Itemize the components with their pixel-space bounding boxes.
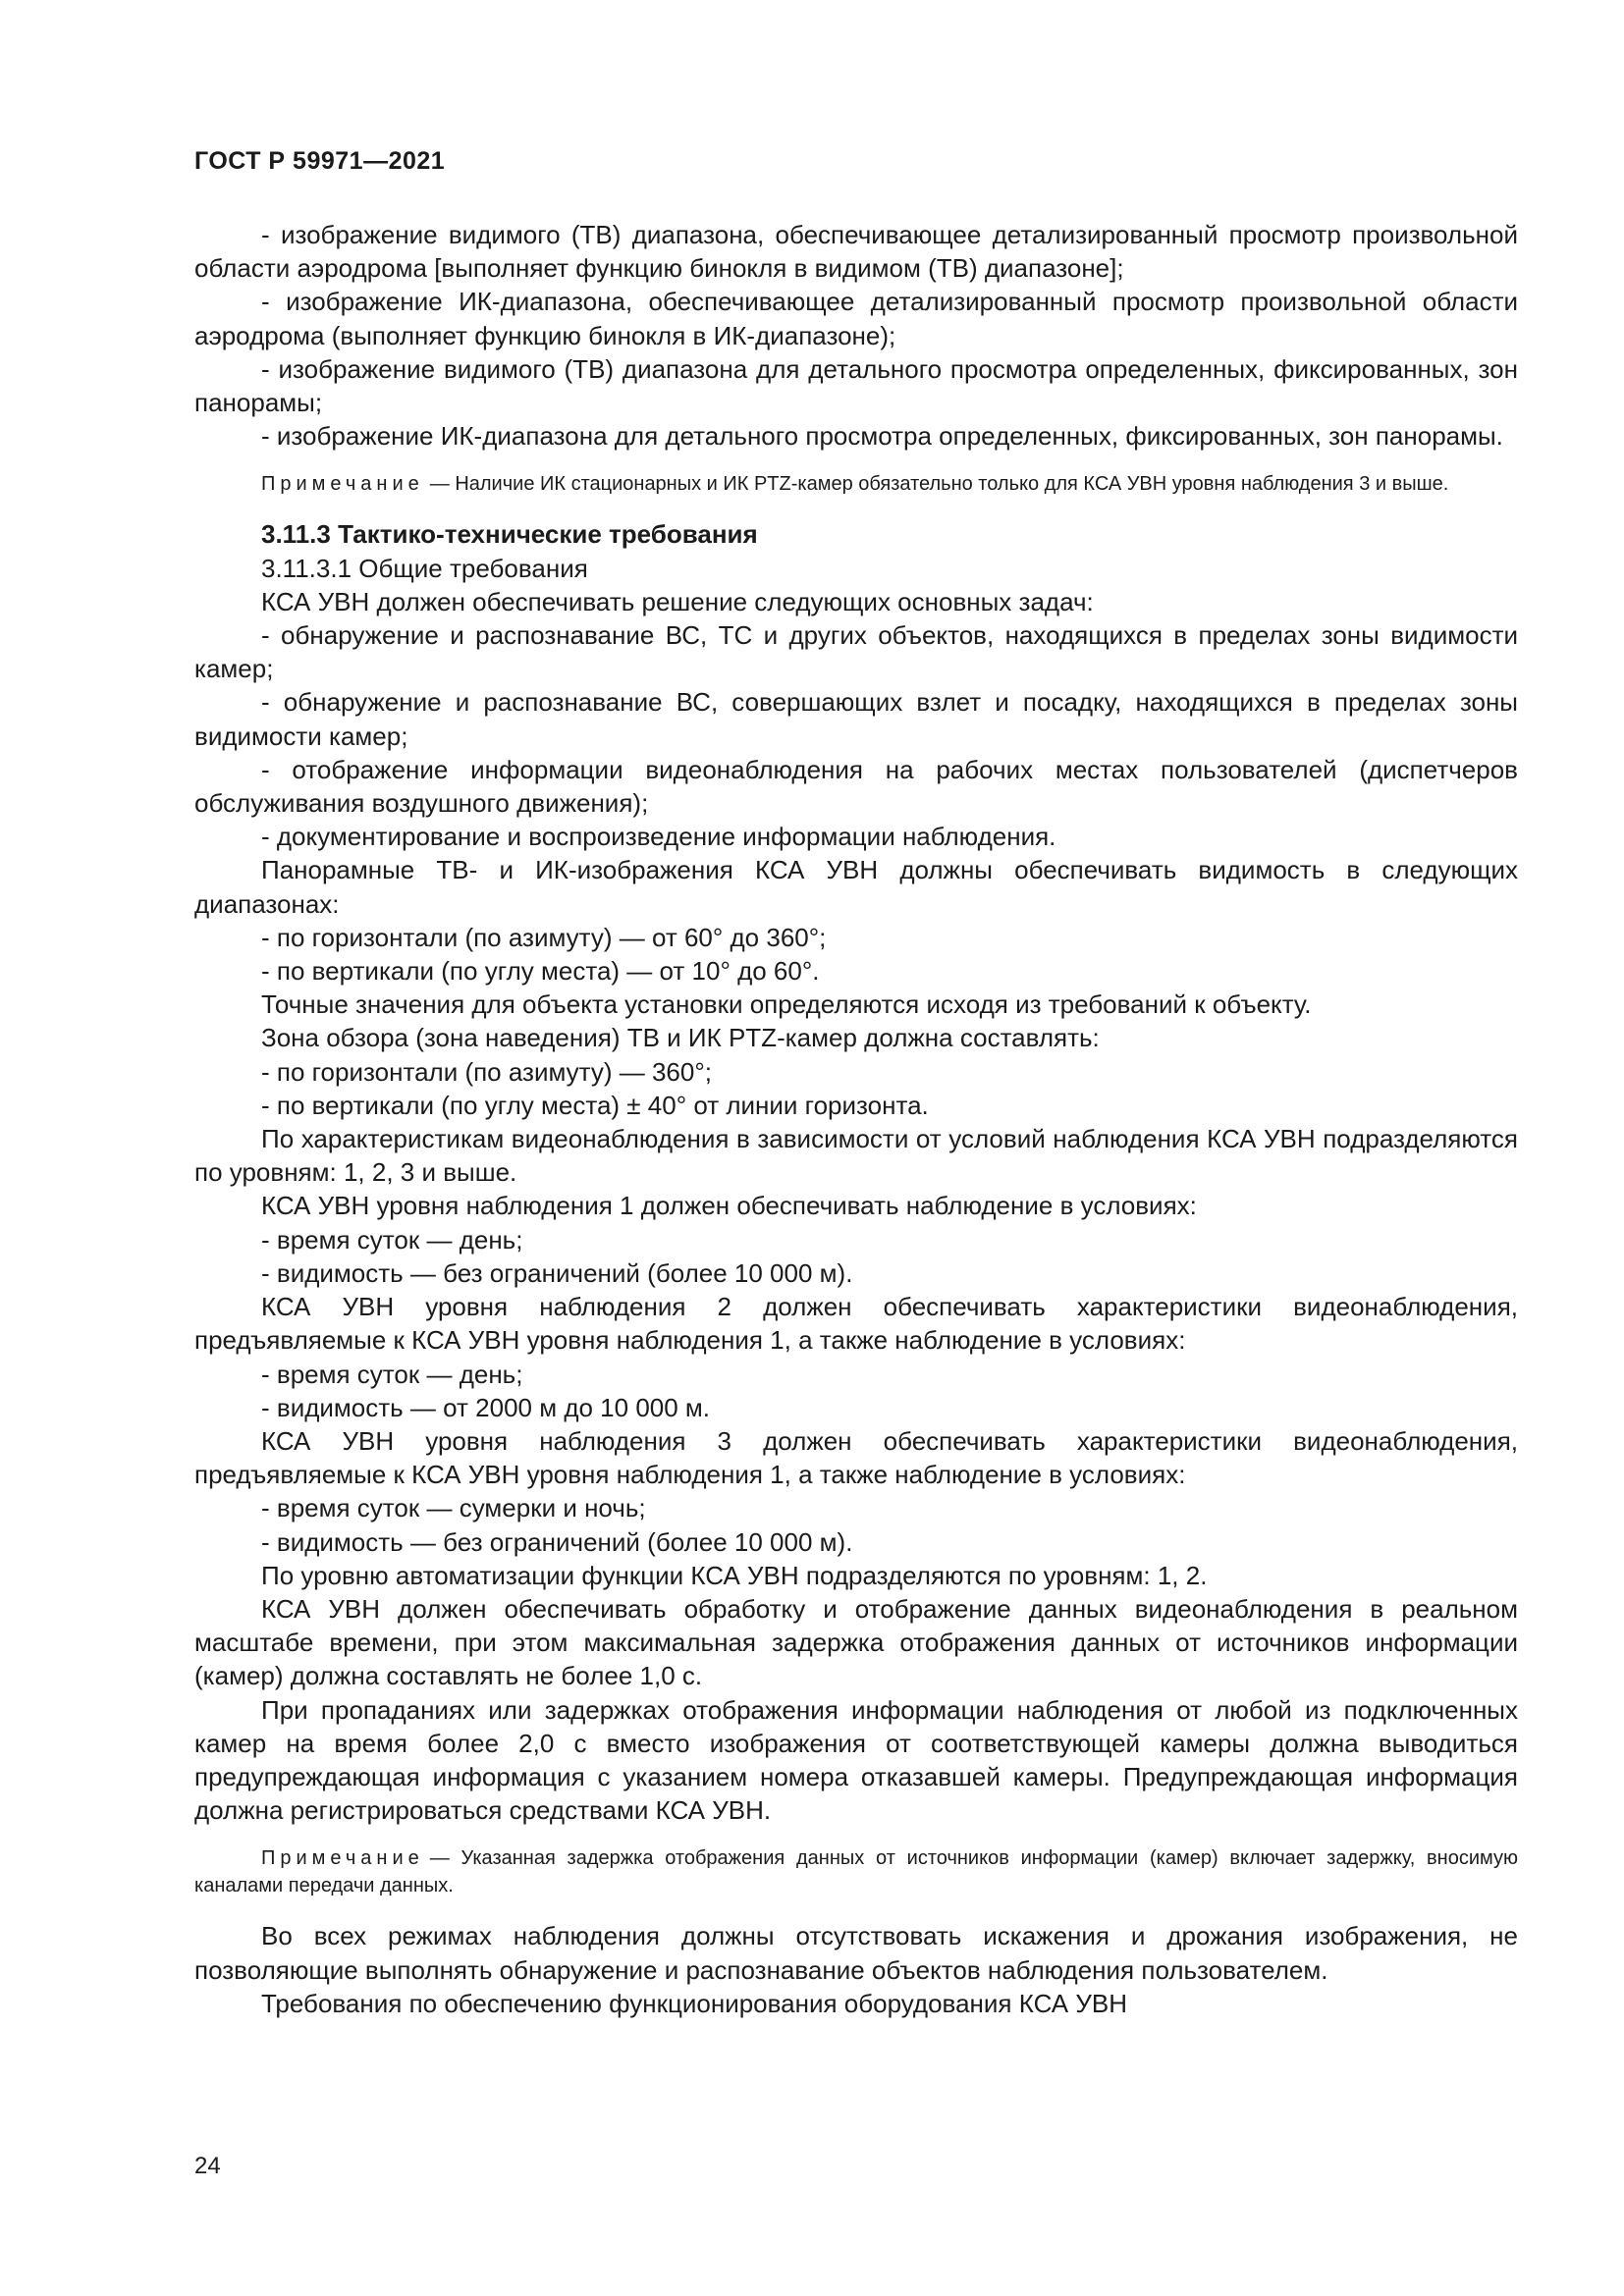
paragraph: - изображение видимого (ТВ) диапазона для детального просмотра определенных, фиксированных, зон панорамы; [194,353,1518,418]
paragraph: КСА УВН уровня наблюдения 3 должен обеспечивать характеристики видеонаблюдения, предъявляемые к КСА УВН уровня наблюдения 1, а также наблюдение в условиях: [194,1425,1518,1490]
paragraph: - по горизонтали (по азимуту) — 360°; [261,1056,712,1087]
paragraph: - по вертикали (по углу места) — от 10° до 60°. [261,956,820,987]
paragraph: Зона обзора (зона наведения) ТВ и ИК PTZ-камер должна составлять: [261,1023,1100,1053]
paragraph: - обнаружение и распознавание ВС, ТС и других объектов, находящихся в пределах зоны видимости камер; [194,620,1518,684]
subsection-title: 3.11.3.1 Общие требования [261,553,588,583]
paragraph: - видимость — от 2000 м до 10 000 м. [261,1392,711,1422]
paragraph: Панорамные ТВ- и ИК-изображения КСА УВН должны обеспечивать видимость в следующих диапазонах: [194,855,1518,919]
note-text: — Указанная задержка отображения данных от источников информации (камер) включает задержку, вносимую каналами передачи данных. [194,1847,1518,1897]
paragraph: - обнаружение и распознавание ВС, совершающих взлет и посадку, находящихся в пределах зоны видимости камер; [194,687,1518,751]
note-text: — Наличие ИК стационарных и ИК PTZ-камер обязательно только для КСА УВН уровня наблюдения 3 и выше. [429,473,1449,496]
paragraph: - по вертикали (по углу места) ± 40° от линии горизонта. [261,1090,929,1120]
page-number: 24 [194,2153,221,2179]
paragraph: Точные значения для объекта установки определяются исходя из требований к объекту. [261,989,1312,1020]
note-label: Примечание [261,1847,424,1870]
paragraph: - время суток — день; [261,1359,523,1389]
paragraph: - изображение ИК-диапазона для детального просмотра определенных, фиксированных, зон панорамы. [261,421,1503,452]
paragraph: КСА УВН должен обеспечивать решение следующих основных задач: [261,586,1094,616]
note [194,1844,1518,1899]
paragraph: КСА УВН должен обеспечивать обработку и отображение данных видеонаблюдения в реальном масштабе времени, при этом максимальная задержка отображения данных от источников информации (камер) должна составлять не более 1,0 с. [194,1593,1518,1691]
document-body [194,218,1518,2020]
paragraph: - изображение ИК-диапазона, обеспечивающее детализированный просмотр произвольной области аэродрома (выполняет функцию бинокля в ИК-диапазоне); [194,287,1518,350]
document-header: ГОСТ Р 59971—2021 [194,147,446,175]
paragraph: - видимость — без ограничений (более 10 000 м). [261,1257,853,1288]
section-title: 3.11.3 Тактико-технические требования [261,519,758,550]
paragraph: Требования по обеспечению функционирования оборудования КСА УВН [261,1988,1127,2018]
note [194,470,1518,498]
paragraph: - изображение видимого (ТВ) диапазона, обеспечивающее детализированный просмотр произвольной области аэродрома [выполняет функцию бинокля в видимом (ТВ) диапазоне]; [194,220,1518,284]
paragraph: По уровню автоматизации функции КСА УВН подразделяются по уровням: 1, 2. [261,1560,1208,1590]
paragraph: По характеристикам видеонаблюдения в зависимости от условий наблюдения КСА УВН подразделяются по уровням: 1, 2, 3 и выше. [194,1124,1518,1188]
paragraph: КСА УВН уровня наблюдения 1 должен обеспечивать наблюдение в условиях: [261,1191,1197,1221]
paragraph: При пропаданиях или задержках отображения информации наблюдения от любой из подключенных камер на время более 2,0 с вместо изображения от соответствующей камеры должна выводиться предупреждающая информация с указанием номера отказавшей камеры. Предупреждающая информация должна регистрироваться средствами КСА УВН. [194,1694,1518,1826]
paragraph: КСА УВН уровня наблюдения 2 должен обеспечивать характеристики видеонаблюдения, предъявляемые к КСА УВН уровня наблюдения 1, а также наблюдение в условиях: [194,1292,1518,1356]
paragraph: - время суток — день; [261,1224,523,1255]
paragraph: - отображение информации видеонаблюдения на рабочих местах пользователей (диспетчеров обслуживания воздушного движения); [194,754,1518,819]
paragraph: - время суток — сумерки и ночь; [261,1493,646,1523]
paragraph: - по горизонтали (по азимуту) — от 60° до 360°; [261,922,827,952]
paragraph: - документирование и воспроизведение информации наблюдения. [261,822,1056,852]
paragraph: Во всех режимах наблюдения должны отсутствовать искажения и дрожания изображения, не позволяющие выполнять обнаружение и распознавание объектов наблюдения пользователем. [194,1921,1518,1985]
paragraph: - видимость — без ограничений (более 10 000 м). [261,1526,853,1557]
note-label: Примечание [261,473,424,496]
